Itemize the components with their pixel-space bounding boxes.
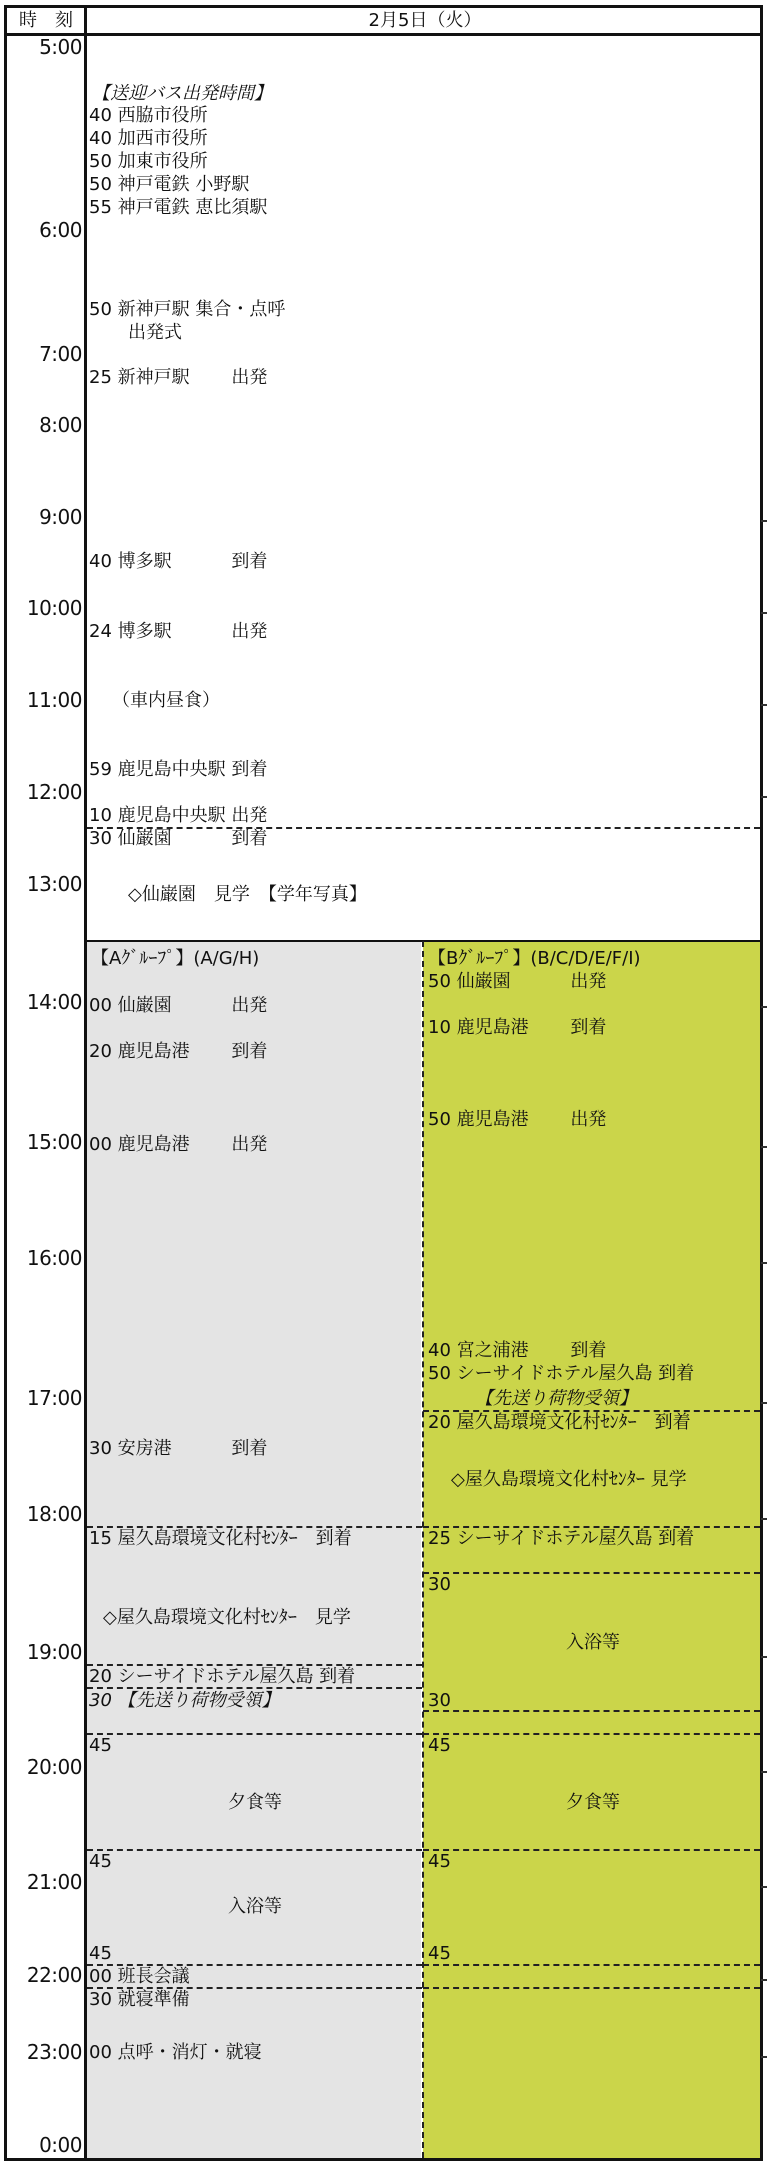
time-label: 7:00 (39, 342, 82, 366)
group-b-event: 10 鹿児島港 到着 (428, 1017, 607, 1038)
group-b-event: 【先送り荷物受領】 (475, 1388, 637, 1409)
time-column-divider (84, 5, 87, 2161)
group-a-event: 入浴等 (228, 1896, 282, 1917)
event-text: 59 鹿児島中央駅 到着 (89, 759, 268, 780)
event-text: ◇仙巌園 見学 【学年写真】 (128, 884, 367, 905)
time-label: 22:00 (26, 1963, 82, 1987)
group-a-event: 00 仙巌園 出発 (89, 995, 268, 1016)
group-a-event: 夕食等 (228, 1792, 282, 1813)
group-b-event: 45 (428, 1943, 451, 1964)
hour-tick (761, 1402, 767, 1404)
group-a-event: 00 班長会議 (89, 1966, 190, 1987)
event-text: （車内昼食） (112, 690, 220, 711)
group-b-event: 50 仙巌園 出発 (428, 971, 607, 992)
group-a-event: 45 (89, 1943, 112, 1964)
hour-tick (761, 520, 767, 522)
group-b-event: 50 シーサイドホテル屋久島 到着 (428, 1363, 695, 1384)
outer-frame (4, 5, 763, 2161)
time-label: 11:00 (26, 688, 82, 712)
time-label: 20:00 (26, 1755, 82, 1779)
separator-line (87, 1733, 422, 1735)
time-label: 17:00 (26, 1386, 82, 1410)
group-b-event: 20 屋久島環境文化村ｾﾝﾀｰ 到着 (428, 1412, 691, 1433)
event-text: 25 新神戸駅 出発 (89, 367, 268, 388)
hour-tick (761, 1262, 767, 1264)
event-text: 50 神戸電鉄 小野駅 (89, 174, 250, 195)
separator-line (423, 1410, 760, 1412)
event-text: 24 博多駅 出発 (89, 621, 268, 642)
separator-line (87, 1964, 422, 1966)
separator-line (87, 1526, 422, 1528)
time-label: 5:00 (39, 35, 82, 59)
group-a-event: 15 屋久島環境文化村ｾﾝﾀｰ 到着 (89, 1528, 352, 1549)
separator-line (423, 1526, 760, 1528)
header-time-label: 時 刻 (19, 10, 73, 31)
group-column-divider (422, 941, 424, 2158)
separator-line (87, 1849, 422, 1851)
hour-tick (761, 796, 767, 798)
group-a-event: 30 【先送り荷物受領】 (89, 1690, 280, 1711)
separator-line (423, 1710, 760, 1712)
time-label: 0:00 (39, 2133, 82, 2157)
hour-tick (761, 1006, 767, 1008)
separator-line (423, 1987, 760, 1989)
group-b-event: 25 シーサイドホテル屋久島 到着 (428, 1528, 695, 1549)
group-a-event: 30 安房港 到着 (89, 1438, 268, 1459)
time-label: 12:00 (26, 780, 82, 804)
group-a-event: 20 シーサイドホテル屋久島 到着 (89, 1666, 356, 1687)
group-b-event: 30 (428, 1690, 451, 1711)
group-a-event: 00 鹿児島港 出発 (89, 1134, 268, 1155)
hour-tick (761, 1886, 767, 1888)
time-label: 15:00 (26, 1130, 82, 1154)
group-b-title: 【Bｸﾞﾙｰﾌﾟ】(B/C/D/E/F/I) (428, 948, 641, 969)
header-date-label: 2月5日（火） (368, 10, 482, 31)
group-b-event: 45 (428, 1735, 451, 1756)
separator-line (87, 1987, 422, 1989)
group-b-event: 40 宮之浦港 到着 (428, 1340, 607, 1361)
time-label: 9:00 (39, 505, 82, 529)
group-a-event: 00 点呼・消灯・就寝 (89, 2042, 262, 2063)
time-label: 23:00 (26, 2040, 82, 2064)
time-label: 6:00 (39, 218, 82, 242)
hour-tick (761, 704, 767, 706)
separator-line (87, 1664, 422, 1666)
event-text: 出発式 (128, 322, 182, 343)
event-text: 55 神戸電鉄 恵比須駅 (89, 197, 268, 218)
hour-tick (761, 2056, 767, 2058)
group-a-title: 【Aｸﾞﾙｰﾌﾟ】(A/G/H) (91, 948, 260, 969)
group-b-event: 50 鹿児島港 出発 (428, 1109, 607, 1130)
hour-tick (761, 1656, 767, 1658)
time-label: 8:00 (39, 413, 82, 437)
separator-line (87, 1687, 422, 1689)
group-split-line (87, 940, 763, 942)
separator-line (423, 1572, 760, 1574)
event-text: 40 加西市役所 (89, 128, 208, 149)
separator-line (423, 1733, 760, 1735)
group-b-event: 45 (428, 1851, 451, 1872)
group-a-event: 45 (89, 1851, 112, 1872)
event-text: 50 新神戸駅 集合・点呼 (89, 299, 286, 320)
group-b-event: 入浴等 (566, 1632, 620, 1653)
event-text: 【送迎バス出発時間】 (92, 83, 272, 104)
event-text: 40 西脇市役所 (89, 105, 208, 126)
group-b-event: 夕食等 (566, 1792, 620, 1813)
time-label: 21:00 (26, 1870, 82, 1894)
time-label: 14:00 (26, 990, 82, 1014)
event-text: 50 加東市役所 (89, 151, 208, 172)
separator-line (87, 827, 760, 829)
group-a-event: 45 (89, 1735, 112, 1756)
time-label: 13:00 (26, 872, 82, 896)
group-b-event: 30 (428, 1574, 451, 1595)
hour-tick (761, 1771, 767, 1773)
event-text: 40 博多駅 到着 (89, 551, 268, 572)
group-a-event: 20 鹿児島港 到着 (89, 1041, 268, 1062)
event-text: 10 鹿児島中央駅 出発 (89, 805, 268, 826)
hour-tick (761, 612, 767, 614)
group-a-event: 30 就寝準備 (89, 1989, 190, 2010)
event-text: 30 仙巌園 到着 (89, 828, 268, 849)
hour-tick (761, 1146, 767, 1148)
hour-tick (761, 1979, 767, 1981)
group-a-event: ◇屋久島環境文化村ｾﾝﾀｰ 見学 (103, 1607, 351, 1628)
time-label: 18:00 (26, 1502, 82, 1526)
separator-line (423, 1849, 760, 1851)
time-label: 19:00 (26, 1640, 82, 1664)
time-label: 10:00 (26, 596, 82, 620)
group-b-event: ◇屋久島環境文化村ｾﾝﾀｰ 見学 (451, 1469, 687, 1490)
separator-line (423, 1964, 760, 1966)
hour-tick (761, 1518, 767, 1520)
time-label: 16:00 (26, 1246, 82, 1270)
